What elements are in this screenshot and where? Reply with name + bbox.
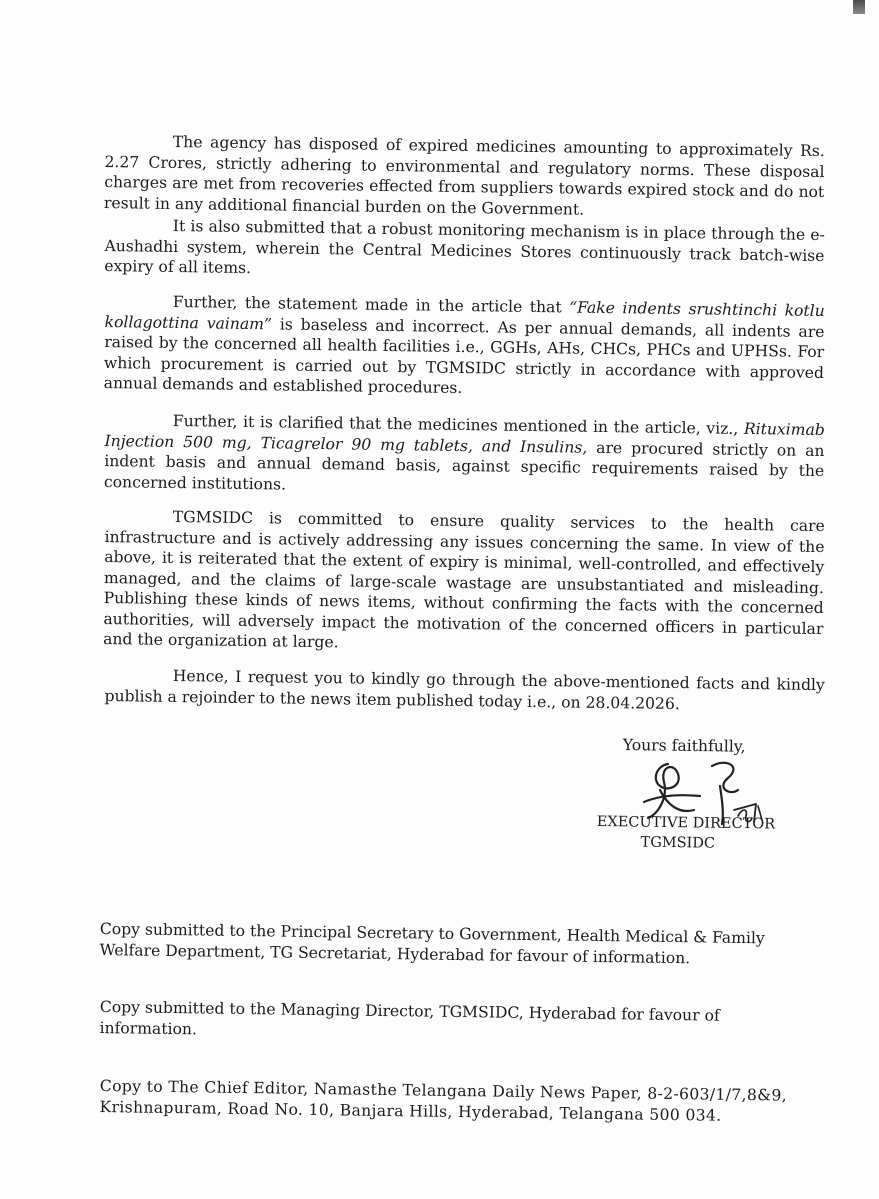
closing-salutation: Yours faithfully, xyxy=(622,736,746,756)
paragraph-fake-indents xyxy=(104,291,825,404)
copy-managing-director: Copy submitted to the Managing Director, TGMSIDC, Hyderabad for favour of information. xyxy=(99,997,720,1038)
paragraph-monitoring-mechanism: It is also submitted that a robust monitoring mechanism is in place through the e-Aushadhi system, wherein the Central Medicines Stores continuously track batch-wise expiry of all items. xyxy=(104,216,825,278)
paragraph-rejoinder-request: Hence, I request you to kindly go through the above-mentioned facts and kindly publish a rejoinder to the news item published today i.e., on 28.04.2026. xyxy=(104,666,825,713)
paragraph-commitment: TGMSIDC is committed to ensure quality services to the health care infrastructure and is actively addressing any issues concerning the same. In view of the above, it is reiterated that the extent of expiry is minimal, well-controlled, and effectively managed, and the claims of large-scale wastage are unsubstantiated and misleading. Publishing these kinds of news items, without confirming the facts with the concerned authorities, will adversely impact the motivation of the concerned officers in particular and the organization at large. xyxy=(103,507,825,652)
scan-edge-mark xyxy=(853,0,865,14)
medicines-rest: are procured strictly on an indent basis and annual demand basis, against specific requirements raised by the concerned institutions. xyxy=(103,438,825,494)
fake-indents-rest: is baseless and incorrect. As per annual demands, all indents are raised by the concerned all health facilities i.e., GGHs, AHs, CHCs, PHCs and UPHSs. For which procurement is carried out by TGMSIDC strictly in accordance with approved annual demands and established procedures. xyxy=(103,314,825,397)
copy-principal-secretary: Copy submitted to the Principal Secretary to Government, Health Medical & Family Welfare Department, TG Secretariat, Hyderabad for favour of information. xyxy=(99,919,765,967)
signatory-designation: EXECUTIVE DIRECTOR xyxy=(596,813,776,833)
paragraph-expired-disposal: The agency has disposed of expired medicines amounting to approximately Rs. 2.27 Crores, strictly adhering to environmental and regulatory norms. These disposal charges are met from recoveries effected from suppliers towards expired stock and do not result in any additional financial burden on the Government. xyxy=(103,132,825,219)
copy-chief-editor: Copy to The Chief Editor, Namasthe Telangana Daily News Paper, 8-2-603/1/7,8&9, Krishnapuram, Road No. 10, Banjara Hills, Hyderabad, Telangana 500 034. xyxy=(99,1076,788,1125)
medicines-lead: Further, it is clarified that the medicines mentioned in the article, viz., xyxy=(172,411,745,438)
fake-indents-quote: “Fake indents srushtinchi kotlu kollagottina vainam” xyxy=(104,298,825,333)
signatory-block xyxy=(596,812,775,854)
fake-indents-lead: Further, the statement made in the article that xyxy=(172,292,570,317)
signatory-organization: TGMSIDC xyxy=(640,834,716,852)
paragraph-medicines-clarified xyxy=(104,410,825,502)
medicines-list: Rituximab Injection 500 mg, Ticagrelor 90 mg tablets, and Insulins, xyxy=(104,419,825,457)
